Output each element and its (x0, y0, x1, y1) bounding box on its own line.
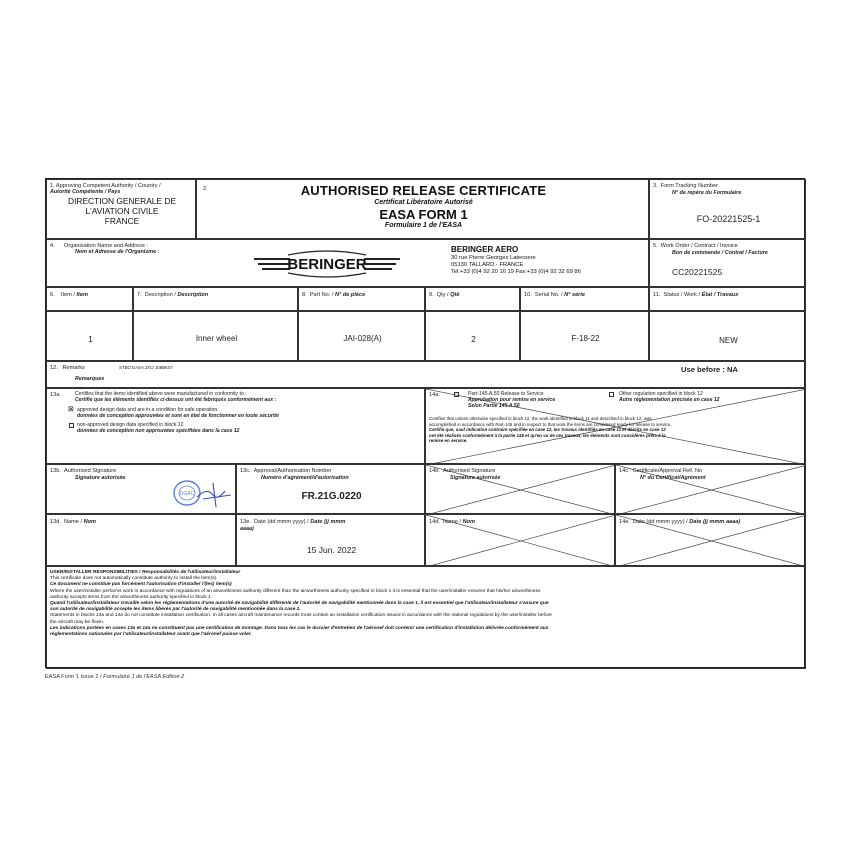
block-label-fr: Nom et Adresse de l'Organisme : (75, 249, 160, 255)
block-12-remarks (46, 361, 806, 388)
block-number: 14a. (429, 392, 440, 398)
block-label: Approving Competent Authority / Country / (55, 183, 161, 189)
block-number: 13a. (50, 392, 61, 398)
logo-text: BERINGER (287, 256, 367, 273)
block-label: Name / (64, 519, 83, 525)
block-14b (425, 464, 615, 514)
organisation-name: BERINGER AERO (451, 245, 519, 254)
block-label-fr: Numéro d'agrément/d'autorisation (261, 475, 349, 481)
resp-line-7: Statements in blocks 13a and 14a do not constitute installation certification. In all cases aircraft maintenance records must contain an installation certification issued in accordance with the national regulations by the user/installer before (50, 613, 552, 619)
signature-date: 15 Jun. 2022 (306, 545, 357, 555)
form-tracking-number: FO-20221525-1 (696, 214, 761, 224)
header-item: 6. Item / Item (46, 287, 133, 311)
block-label-fr: N° de repère du Formulaire (672, 190, 742, 196)
block-label-fr: Bon de commande / Contrat / Facture (672, 250, 768, 256)
13a-option-approved: approved design data and are in a condition for safe operation. (77, 407, 219, 413)
form-name-fr: Formulaire 1 de l'EASA (384, 222, 463, 229)
item-description: Inner wheel (195, 334, 238, 343)
block-number: 13d. (50, 519, 61, 525)
13a-option-non-approved: non-approved design data specified in block 12 (77, 422, 184, 428)
block-1 (46, 179, 196, 239)
block-4 (46, 239, 649, 287)
14a-option-other-fr: Autre réglementation précisée en case 12 (619, 397, 720, 403)
13a-option-non-approved-fr: données de conception non approuvées spécifiées dans la case 12 (77, 428, 240, 434)
authority-line-3: FRANCE (104, 216, 140, 226)
block-3 (649, 179, 806, 239)
block-label-fr: Autorité Compétente / Pays (50, 189, 121, 195)
block-14c (615, 464, 806, 514)
block-number: 3. (653, 183, 658, 189)
header-qty: 9. Qty / Qté (425, 287, 520, 311)
serial-number: F-18-22 (571, 334, 600, 343)
resp-title: USER/INSTALLER RESPONSIBILITIES / (50, 570, 141, 575)
14a-option-145: Part-145.A.50 Release to Service (468, 391, 544, 397)
resp-line-4: authority accepts items from the airworthiness authority specified in block 1. (50, 594, 213, 600)
block-number: 5. (653, 243, 658, 249)
value-item (46, 311, 133, 361)
form-name: EASA FORM 1 (379, 207, 468, 222)
unchecked-box-icon (454, 392, 459, 397)
value-status (649, 311, 806, 361)
block-number: 1. (50, 183, 55, 189)
work-order-number: CC20221525 (672, 267, 723, 277)
user-installer-responsibilities (46, 566, 806, 669)
resp-line-2: Ce document ne constitue pas forcément l'autorisation d'installer l'(les) item(s) (50, 582, 232, 588)
block-14d (425, 514, 615, 566)
block-5 (649, 239, 806, 287)
14a-text-2: accomplished in accordance with Part-145 and in respect to that work the items are considered ready for release to service. (429, 421, 672, 427)
organisation-phone-fax: Tel:+33 (0)4 92 20 16 19 Fax:+33 (0)4 92 32 69 86 (451, 269, 581, 275)
use-before: Use before : NA (681, 365, 738, 374)
block-number: 13c. (240, 468, 251, 474)
header-serial-no: 10. Serial No. / N° série (520, 287, 649, 311)
organisation-address-2: 05130 TALLARD - FRANCE (451, 262, 524, 268)
14a-option-145-fr: Approbation pour remise en service (468, 397, 556, 403)
authority-line-2: L'AVIATION CIVILE (85, 206, 159, 216)
value-qty (425, 311, 520, 361)
easa-form-1 (45, 178, 805, 668)
resp-line-9: Les indications portées en cases 13a et 14a ne constituent pas une certification de montage. Dans tous les cas le dossier d'entretien de l'aéronef doit contenir une certification d'installation délivrée conformément aux (50, 625, 549, 631)
quantity: 2 (471, 334, 476, 344)
13a-statement: Certifies that the items identified above were manufactured in conformity to : (75, 391, 247, 397)
block-label-fr: Remarques (75, 376, 105, 382)
block-label-fr: Nom (462, 519, 476, 525)
block-number: 14b. (429, 468, 440, 474)
resp-title-fr: Responsabilités de l'utilisateur/installateur (141, 570, 241, 575)
block-label: Authorised Signature (443, 468, 496, 474)
block-number: 13e. (240, 519, 251, 525)
footer-en: EASA Form 1 Issue 2 / (45, 674, 102, 680)
checked-box-icon: ⊠ (68, 406, 74, 413)
header-description: 7. Description / Description (133, 287, 298, 311)
approval-number: FR.21G.0220 (301, 491, 362, 502)
block-label-fr: Date (jj mmm aaaa) (689, 519, 741, 525)
block-number: 14e. (619, 519, 630, 525)
authority-line-1: DIRECTION GENERALE DE (68, 196, 176, 206)
resp-line-3: Where the user/installer performs work in accordance with regulations of an airworthiness authority different than the airworthiness authority specified in block 1 it is essential that the user/installer ensures that his/her airworthiness (50, 588, 541, 594)
block-13a (46, 388, 425, 464)
block-label-fr: N° du Certificat/Agrément (640, 475, 706, 481)
block-number: 14c. (619, 468, 630, 474)
14a-text-3: Certifie que, sauf indication contraire spécifiée en case 12, les travaux identifiés en case 11 et décrits en case 12 (429, 427, 666, 433)
block-label-fr: Nom (83, 519, 97, 525)
remarks-reference: STBO EASA 2XO 108BK07 (119, 365, 173, 370)
value-part-no (298, 311, 425, 361)
block-label: Form Tracking Number (660, 183, 718, 189)
block-14a (425, 388, 806, 464)
block-number: 4. (50, 243, 55, 249)
block-label: Date (dd mmm yyyy) / (254, 519, 309, 525)
stamp-text: DGAC (179, 491, 195, 497)
part-number: JAI-028(A) (343, 334, 382, 343)
14a-text-1: Certifies that unless otherwise specified in block 12, the work identified in block 11 and described in block 12, was (429, 416, 652, 421)
13a-option-approved-fr: données de conception approuvées et sont en état de fonctionner en toute sécurité (77, 413, 279, 419)
block-label: Remarks (62, 365, 85, 371)
block-label-fr: Date (jj mmm (310, 519, 346, 525)
resp-line-6: son autorité de navigabilité accepte les items libérés par l'autorité de navigabilité mentionnée dans la case 1. (50, 607, 301, 613)
block-13e (236, 514, 425, 566)
14a-option-other: Other regulation specified in block 12 (619, 391, 703, 397)
14a-option-145-fr-2: Selon Partie 145.A.50 (468, 403, 520, 409)
block-label: Authorised Signature (64, 468, 117, 474)
block-label-fr: Signature autorisée (75, 475, 126, 481)
value-description (133, 311, 298, 361)
block-2 (196, 179, 649, 239)
block-label: Name / (443, 519, 462, 525)
block-label: Approval/Authorisation Number (253, 468, 332, 474)
block-13c (236, 464, 425, 514)
block-label-fr-2: aaaa) (240, 526, 254, 532)
header-status: 11. Status / Work / État / Travaux (649, 287, 806, 311)
status-value: NEW (719, 336, 738, 345)
header-part-no: 8. Part No. / N° de pièce (298, 287, 425, 311)
unchecked-box-icon (609, 392, 614, 397)
footer-fr: Formulaire 1 de l'EASA Edition 2 (103, 674, 185, 680)
block-label: Certificate/Approval Ref. No (632, 468, 703, 474)
13a-statement-fr: Certifie que les éléments identifiés ci-dessus ont été fabriqués conformément aux : (75, 397, 277, 403)
item-number: 1 (88, 334, 93, 344)
unchecked-box-icon (69, 423, 74, 428)
resp-line-5: Quand l'utilisateur/installateur travaille selon les réglementations d'une autorité de navigabilité différente de l'autorité de navigabilité mentionnée dans la case 1, il est essentiel que l'utilisateur/installateur s'assure que (50, 601, 549, 607)
form-footer (45, 674, 184, 680)
resp-line-8: the aircraft may be flown. (50, 619, 105, 625)
beringer-logo-icon (252, 250, 402, 278)
organisation-address-1: 30 rue Pierre Georges Latecoere (451, 255, 536, 261)
certificate-title-fr: Certificat Libératoire Autorisé (374, 199, 473, 206)
14a-text-4: ont été réalisés conformément à la partie 145 et qu'eu vu de ces travaux, les éléments sont considérés prêts à la (429, 432, 666, 438)
block-14e (615, 514, 806, 566)
block-13b (46, 464, 236, 514)
signature-stamp-icon (169, 473, 235, 509)
block-13d (46, 514, 236, 566)
certificate-title: AUTHORISED RELEASE CERTIFICATE (300, 183, 547, 198)
block-label: Date (dd mmm yyyy) / (633, 519, 688, 525)
resp-line-1: This certificate does not automatically constitute authority to install the item(s). (50, 576, 218, 582)
resp-line-10: réglementations nationales par l'utilisateur/installateur avant que l'aéronef puisse voler. (50, 632, 252, 638)
14a-text-5: remise en service. (429, 438, 468, 444)
value-serial-no (520, 311, 649, 361)
block-number: 14d. (429, 519, 440, 525)
block-label: Organisation Name and Address : (64, 243, 148, 249)
block-number: 2. (203, 186, 208, 192)
block-number: 12. (50, 365, 58, 371)
block-label-fr: Signature autorisée (450, 475, 501, 481)
block-label: Work Order / Contract / Invoice (660, 243, 738, 249)
block-number: 13b. (50, 468, 61, 474)
